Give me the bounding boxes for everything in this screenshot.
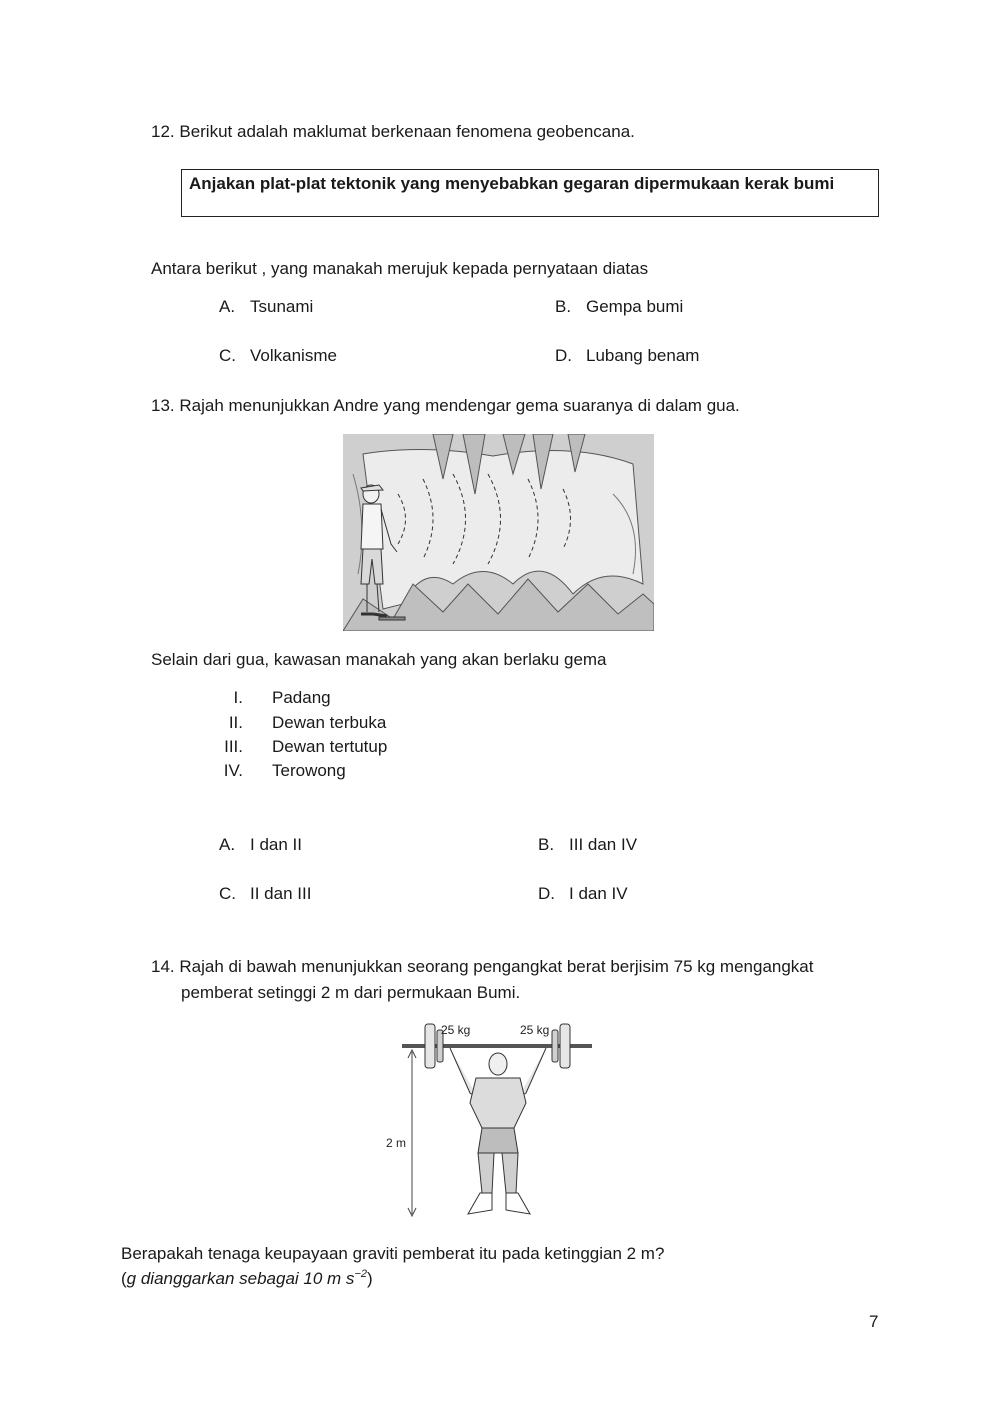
q13-prompt: Selain dari gua, kawasan manakah yang akan berlaku gema	[151, 650, 607, 669]
list-item-numeral: IV.	[223, 761, 243, 780]
note-exponent: −2	[354, 1268, 367, 1280]
q12-stem: 12. Berikut adalah maklumat berkenaan fenomena geobencana.	[151, 122, 635, 141]
note-main: g dianggarkan sebagai 10 m s	[126, 1269, 355, 1288]
option-text: Volkanisme	[250, 346, 337, 365]
note-close-paren: )	[366, 1269, 373, 1288]
q14-gravity-note	[121, 1269, 373, 1289]
list-item-numeral: III.	[224, 737, 243, 756]
q12-option-b[interactable]	[555, 297, 683, 317]
list-item-numeral: I.	[233, 688, 243, 707]
option-text: Lubang benam	[586, 346, 700, 365]
option-text: Gempa bumi	[586, 297, 684, 316]
q12-option-c[interactable]	[219, 346, 337, 366]
list-item-numeral: II.	[228, 713, 243, 732]
list-item-text: Dewan terbuka	[272, 713, 387, 732]
q13-option-a[interactable]	[219, 835, 302, 855]
q12-option-a[interactable]	[219, 297, 313, 317]
q12-statement-text: Anjakan plat-plat tektonik yang menyebabkan gegaran dipermukaan kerak bumi	[189, 174, 835, 193]
q14-stem-line2: pemberat setinggi 2 m dari permukaan Bumi.	[181, 983, 521, 1002]
q12-statement-box	[181, 169, 879, 217]
cave-echo-figure	[343, 434, 654, 631]
option-letter: A.	[219, 835, 236, 854]
option-text: II dan III	[250, 884, 312, 903]
q14-stem-line1: 14. Rajah di bawah menunjukkan seorang pengangkat berat berjisim 75 kg mengangkat	[151, 957, 814, 976]
q12-option-d[interactable]	[555, 346, 699, 366]
q13-option-c[interactable]	[219, 884, 311, 904]
lifter-body	[450, 1048, 546, 1214]
left-weight-label: 25 kg	[441, 1023, 471, 1037]
note-open-paren: (	[121, 1269, 127, 1288]
page-number: 7	[869, 1312, 879, 1331]
q13-option-b[interactable]	[538, 835, 637, 855]
left-plate	[425, 1024, 435, 1068]
option-text: I dan II	[250, 835, 302, 854]
q14-question: Berapakah tenaga keupayaan graviti pemberat itu pada ketinggian 2 m?	[121, 1244, 665, 1263]
option-letter: A.	[219, 297, 236, 316]
weightlifter-figure	[380, 1018, 595, 1223]
option-letter: D.	[538, 884, 555, 903]
list-item-text: Dewan tertutup	[272, 737, 388, 756]
list-item-text: Terowong	[272, 761, 346, 780]
list-item-text: Padang	[272, 688, 331, 707]
option-text: III dan IV	[569, 835, 638, 854]
option-letter: D.	[555, 346, 572, 365]
option-letter: B.	[555, 297, 572, 316]
q13-stem: 13. Rajah menunjukkan Andre yang mendengar gema suaranya di dalam gua.	[151, 396, 740, 415]
height-label: 2 m	[386, 1136, 407, 1150]
option-text: I dan IV	[569, 884, 628, 903]
q13-option-d[interactable]	[538, 884, 628, 904]
option-letter: C.	[219, 884, 236, 903]
right-plate	[560, 1024, 570, 1068]
option-letter: B.	[538, 835, 555, 854]
option-text: Tsunami	[250, 297, 314, 316]
option-letter: C.	[219, 346, 236, 365]
q12-prompt: Antara berikut , yang manakah merujuk kepada pernyataan diatas	[151, 259, 649, 278]
right-weight-label: 25 kg	[520, 1023, 550, 1037]
